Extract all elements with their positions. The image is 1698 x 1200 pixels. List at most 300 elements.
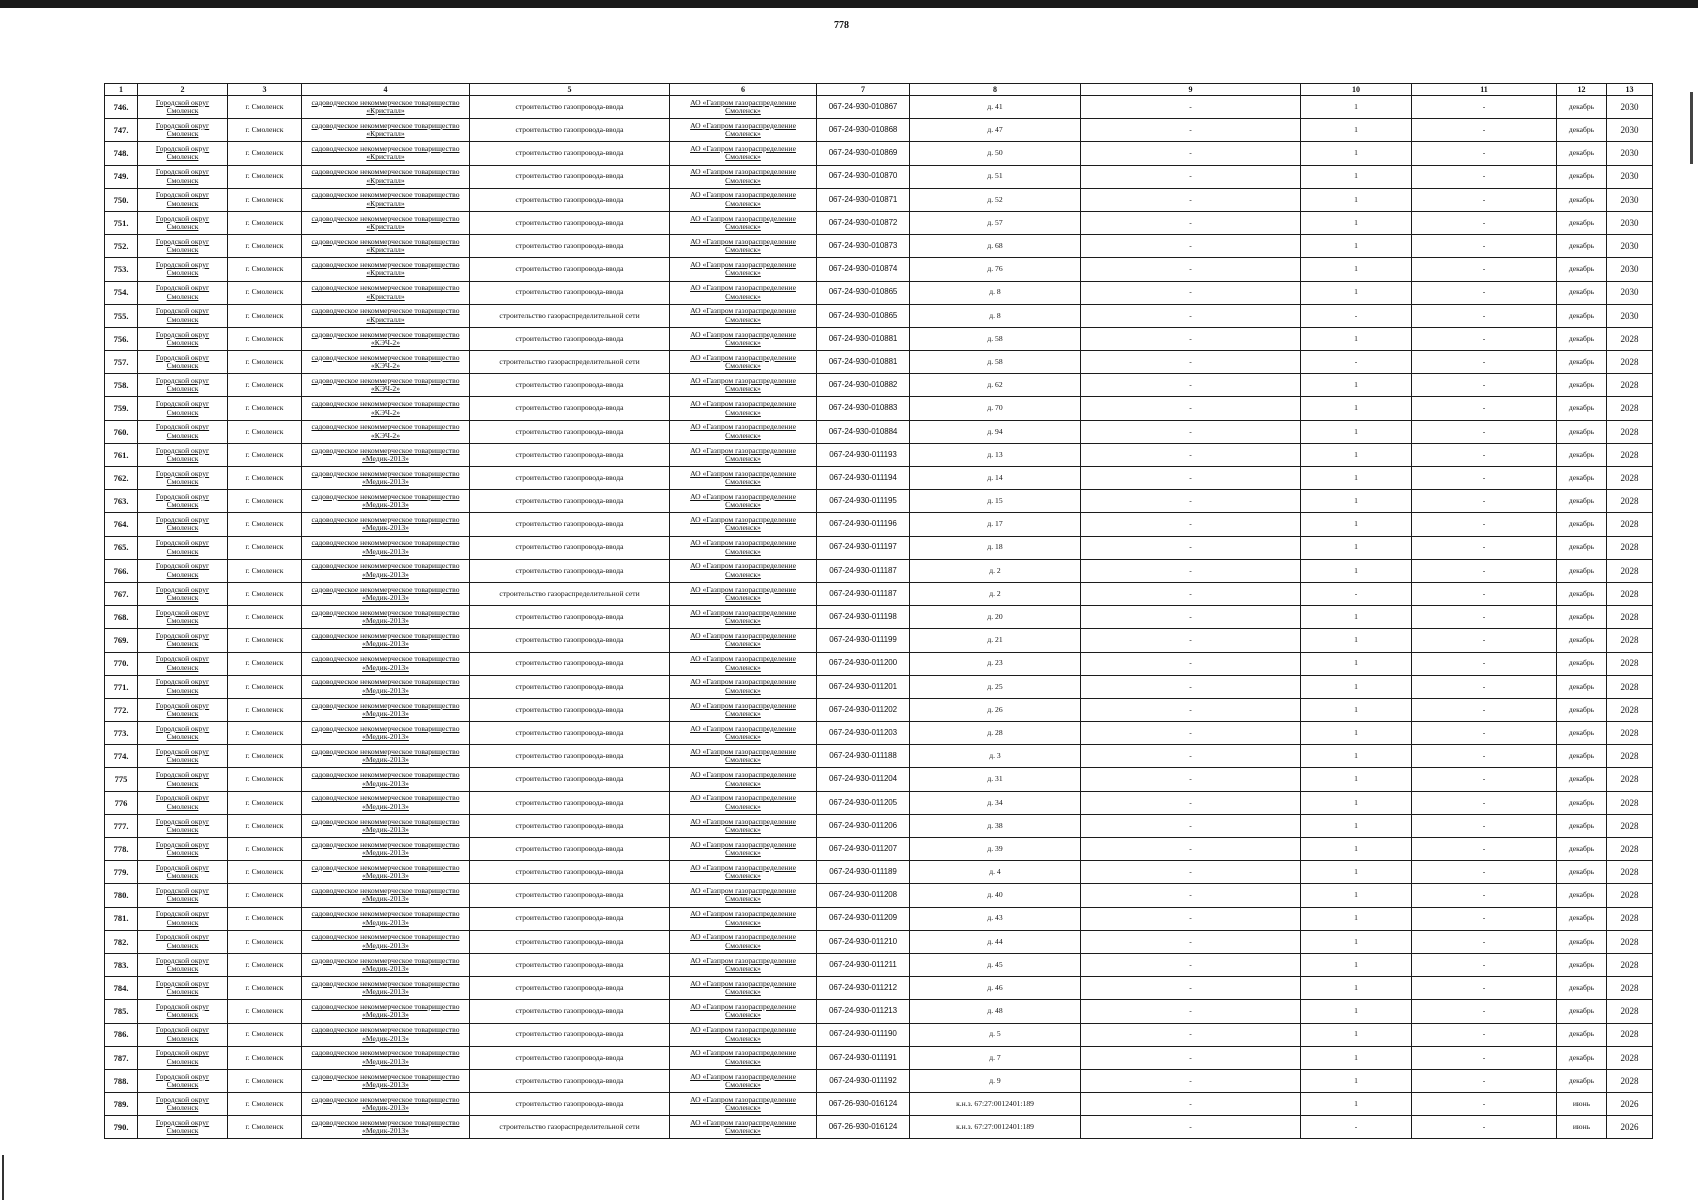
table-row	[105, 420, 1653, 443]
cell-year: 2028	[1607, 977, 1653, 1000]
cell-district: Городской округ Смоленск	[138, 884, 228, 907]
cell-org: АО «Газпром газораспределение Смоленск»	[670, 188, 817, 211]
cell-year: 2030	[1607, 96, 1653, 119]
cell-owner: садоводческое некоммерческое товарищество «Медик-2013»	[302, 722, 470, 745]
cell-year: 2028	[1607, 582, 1653, 605]
cell-addr: д. 15	[910, 490, 1081, 513]
cell-c11: -	[1412, 606, 1557, 629]
cell-n: 765.	[105, 536, 138, 559]
cell-code: 067-24-930-010865	[817, 281, 910, 304]
cell-c11: -	[1412, 96, 1557, 119]
cell-org: АО «Газпром газораспределение Смоленск»	[670, 281, 817, 304]
cell-n: 776	[105, 791, 138, 814]
cell-code: 067-24-930-010882	[817, 374, 910, 397]
cell-addr: д. 62	[910, 374, 1081, 397]
cell-addr: д. 58	[910, 327, 1081, 350]
cell-org: АО «Газпром газораспределение Смоленск»	[670, 119, 817, 142]
table-row	[105, 1116, 1653, 1139]
cell-org: АО «Газпром газораспределение Смоленск»	[670, 977, 817, 1000]
cell-org: АО «Газпром газораспределение Смоленск»	[670, 675, 817, 698]
cell-n: 761.	[105, 443, 138, 466]
cell-month: июнь	[1557, 1116, 1607, 1139]
table-row	[105, 814, 1653, 837]
cell-district: Городской округ Смоленск	[138, 907, 228, 930]
cell-work: строительство газопровода-ввода	[470, 490, 670, 513]
cell-c10: 1	[1301, 188, 1412, 211]
cell-c9: -	[1081, 374, 1301, 397]
cell-owner: садоводческое некоммерческое товарищество «Медик-2013»	[302, 861, 470, 884]
cell-city: г. Смоленск	[228, 165, 302, 188]
cell-year: 2030	[1607, 211, 1653, 234]
cell-n: 771.	[105, 675, 138, 698]
cell-work: строительство газопровода-ввода	[470, 1023, 670, 1046]
cell-c9: -	[1081, 258, 1301, 281]
cell-work: строительство газопровода-ввода	[470, 536, 670, 559]
cell-owner: садоводческое некоммерческое товарищество «Медик-2013»	[302, 791, 470, 814]
cell-n: 749.	[105, 165, 138, 188]
cell-c11: -	[1412, 791, 1557, 814]
cell-district: Городской округ Смоленск	[138, 165, 228, 188]
cell-c10: 1	[1301, 559, 1412, 582]
cell-c9: -	[1081, 443, 1301, 466]
cell-n: 788.	[105, 1069, 138, 1092]
cell-city: г. Смоленск	[228, 443, 302, 466]
cell-n: 787.	[105, 1046, 138, 1069]
cell-work: строительство газопровода-ввода	[470, 397, 670, 420]
cell-month: декабрь	[1557, 1069, 1607, 1092]
cell-org: АО «Газпром газораспределение Смоленск»	[670, 96, 817, 119]
cell-org: АО «Газпром газораспределение Смоленск»	[670, 397, 817, 420]
cell-owner: садоводческое некоммерческое товарищество «Медик-2013»	[302, 953, 470, 976]
table-row	[105, 745, 1653, 768]
table-row	[105, 142, 1653, 165]
cell-district: Городской округ Смоленск	[138, 814, 228, 837]
cell-code: 067-24-930-011187	[817, 582, 910, 605]
cell-code: 067-24-930-011206	[817, 814, 910, 837]
cell-addr: д. 39	[910, 838, 1081, 861]
cell-code: 067-26-930-016124	[817, 1093, 910, 1116]
cell-city: г. Смоленск	[228, 188, 302, 211]
cell-owner: садоводческое некоммерческое товарищество «Медик-2013»	[302, 536, 470, 559]
cell-c11: -	[1412, 374, 1557, 397]
cell-c11: -	[1412, 629, 1557, 652]
table-row	[105, 188, 1653, 211]
cell-c10: 1	[1301, 211, 1412, 234]
cell-work: строительство газораспределительной сети	[470, 1116, 670, 1139]
table-row	[105, 652, 1653, 675]
cell-c10: 1	[1301, 977, 1412, 1000]
cell-n: 778.	[105, 838, 138, 861]
cell-c11: -	[1412, 351, 1557, 374]
table-row	[105, 606, 1653, 629]
cell-c10: 1	[1301, 119, 1412, 142]
cell-c10: 1	[1301, 443, 1412, 466]
cell-c10: 1	[1301, 374, 1412, 397]
cell-org: АО «Газпром газораспределение Смоленск»	[670, 1069, 817, 1092]
cell-owner: садоводческое некоммерческое товарищество «Медик-2013»	[302, 698, 470, 721]
cell-year: 2030	[1607, 235, 1653, 258]
cell-addr: д. 57	[910, 211, 1081, 234]
cell-n: 789.	[105, 1093, 138, 1116]
cell-month: декабрь	[1557, 629, 1607, 652]
cell-district: Городской округ Смоленск	[138, 652, 228, 675]
cell-work: строительство газопровода-ввода	[470, 884, 670, 907]
cell-c9: -	[1081, 397, 1301, 420]
cell-c9: -	[1081, 1000, 1301, 1023]
scan-right-mark	[1690, 92, 1693, 164]
cell-year: 2028	[1607, 606, 1653, 629]
cell-district: Городской округ Смоленск	[138, 1093, 228, 1116]
cell-city: г. Смоленск	[228, 606, 302, 629]
cell-c11: -	[1412, 536, 1557, 559]
table-row	[105, 165, 1653, 188]
cell-owner: садоводческое некоммерческое товарищество «Медик-2013»	[302, 1023, 470, 1046]
cell-owner: садоводческое некоммерческое товарищество «Кристалл»	[302, 142, 470, 165]
cell-district: Городской округ Смоленск	[138, 188, 228, 211]
cell-addr: д. 25	[910, 675, 1081, 698]
cell-year: 2030	[1607, 304, 1653, 327]
cell-addr: д. 51	[910, 165, 1081, 188]
cell-owner: садоводческое некоммерческое товарищество «Медик-2013»	[302, 513, 470, 536]
cell-work: строительство газопровода-ввода	[470, 977, 670, 1000]
cell-city: г. Смоленск	[228, 745, 302, 768]
table-row	[105, 1046, 1653, 1069]
cell-work: строительство газопровода-ввода	[470, 165, 670, 188]
cell-owner: садоводческое некоммерческое товарищество «КЭЧ-2»	[302, 327, 470, 350]
cell-district: Городской округ Смоленск	[138, 698, 228, 721]
cell-work: строительство газопровода-ввода	[470, 629, 670, 652]
cell-code: 067-24-930-011188	[817, 745, 910, 768]
cell-addr: к.н.з. 67:27:0012401:189	[910, 1093, 1081, 1116]
cell-addr: д. 3	[910, 745, 1081, 768]
cell-c9: -	[1081, 745, 1301, 768]
cell-city: г. Смоленск	[228, 1023, 302, 1046]
cell-district: Городской округ Смоленск	[138, 235, 228, 258]
cell-month: декабрь	[1557, 96, 1607, 119]
cell-c11: -	[1412, 1069, 1557, 1092]
cell-year: 2028	[1607, 513, 1653, 536]
cell-work: строительство газопровода-ввода	[470, 1046, 670, 1069]
cell-code: 067-24-930-011191	[817, 1046, 910, 1069]
cell-c10: 1	[1301, 1069, 1412, 1092]
cell-city: г. Смоленск	[228, 119, 302, 142]
cell-c10: 1	[1301, 165, 1412, 188]
cell-owner: садоводческое некоммерческое товарищество «Медик-2013»	[302, 1069, 470, 1092]
cell-n: 747.	[105, 119, 138, 142]
cell-org: АО «Газпром газораспределение Смоленск»	[670, 235, 817, 258]
cell-code: 067-24-930-010881	[817, 351, 910, 374]
cell-city: г. Смоленск	[228, 211, 302, 234]
cell-n: 770.	[105, 652, 138, 675]
cell-month: декабрь	[1557, 374, 1607, 397]
cell-code: 067-24-930-011209	[817, 907, 910, 930]
cell-addr: д. 17	[910, 513, 1081, 536]
cell-city: г. Смоленск	[228, 1069, 302, 1092]
cell-year: 2026	[1607, 1116, 1653, 1139]
column-number-row	[105, 84, 1653, 96]
cell-addr: д. 68	[910, 235, 1081, 258]
cell-work: строительство газопровода-ввода	[470, 559, 670, 582]
cell-c11: -	[1412, 142, 1557, 165]
cell-addr: д. 46	[910, 977, 1081, 1000]
cell-month: декабрь	[1557, 188, 1607, 211]
cell-org: АО «Газпром газораспределение Смоленск»	[670, 559, 817, 582]
cell-district: Городской округ Смоленск	[138, 443, 228, 466]
cell-n: 753.	[105, 258, 138, 281]
cell-year: 2028	[1607, 814, 1653, 837]
cell-city: г. Смоленск	[228, 142, 302, 165]
cell-addr: д. 48	[910, 1000, 1081, 1023]
cell-org: АО «Газпром газораспределение Смоленск»	[670, 443, 817, 466]
cell-work: строительство газопровода-ввода	[470, 258, 670, 281]
cell-owner: садоводческое некоммерческое товарищество «Медик-2013»	[302, 884, 470, 907]
cell-c11: -	[1412, 722, 1557, 745]
cell-c10: 1	[1301, 629, 1412, 652]
cell-n: 755.	[105, 304, 138, 327]
register-table	[104, 83, 1653, 1139]
cell-month: декабрь	[1557, 536, 1607, 559]
cell-city: г. Смоленск	[228, 513, 302, 536]
cell-c11: -	[1412, 304, 1557, 327]
cell-code: 067-24-930-011201	[817, 675, 910, 698]
cell-district: Городской округ Смоленск	[138, 536, 228, 559]
cell-n: 752.	[105, 235, 138, 258]
column-header-13: 13	[1607, 84, 1653, 96]
cell-owner: садоводческое некоммерческое товарищество «Медик-2013»	[302, 606, 470, 629]
cell-c11: -	[1412, 443, 1557, 466]
cell-month: декабрь	[1557, 698, 1607, 721]
table-row	[105, 327, 1653, 350]
cell-district: Городской округ Смоленск	[138, 211, 228, 234]
cell-work: строительство газопровода-ввода	[470, 374, 670, 397]
cell-c10: 1	[1301, 838, 1412, 861]
cell-code: 067-24-930-011208	[817, 884, 910, 907]
cell-district: Городской округ Смоленск	[138, 513, 228, 536]
cell-c9: -	[1081, 165, 1301, 188]
cell-district: Городской округ Смоленск	[138, 1046, 228, 1069]
cell-c9: -	[1081, 814, 1301, 837]
cell-code: 067-24-930-010869	[817, 142, 910, 165]
cell-year: 2028	[1607, 1023, 1653, 1046]
cell-org: АО «Газпром газораспределение Смоленск»	[670, 1046, 817, 1069]
cell-n: 781.	[105, 907, 138, 930]
cell-c11: -	[1412, 1116, 1557, 1139]
cell-month: декабрь	[1557, 142, 1607, 165]
cell-c10: 1	[1301, 281, 1412, 304]
cell-city: г. Смоленск	[228, 814, 302, 837]
table-row	[105, 1093, 1653, 1116]
table-row	[105, 953, 1653, 976]
cell-org: АО «Газпром газораспределение Смоленск»	[670, 582, 817, 605]
cell-c10: 1	[1301, 907, 1412, 930]
cell-work: строительство газопровода-ввода	[470, 420, 670, 443]
cell-n: 760.	[105, 420, 138, 443]
cell-addr: к.н.з. 67:27:0012401:189	[910, 1116, 1081, 1139]
cell-n: 773.	[105, 722, 138, 745]
cell-c11: -	[1412, 119, 1557, 142]
cell-district: Городской округ Смоленск	[138, 1000, 228, 1023]
cell-c11: -	[1412, 1046, 1557, 1069]
cell-code: 067-24-930-011212	[817, 977, 910, 1000]
cell-c11: -	[1412, 188, 1557, 211]
cell-month: декабрь	[1557, 768, 1607, 791]
cell-owner: садоводческое некоммерческое товарищество «Медик-2013»	[302, 652, 470, 675]
cell-c9: -	[1081, 629, 1301, 652]
cell-city: г. Смоленск	[228, 258, 302, 281]
cell-code: 067-24-930-011195	[817, 490, 910, 513]
cell-year: 2028	[1607, 1000, 1653, 1023]
cell-month: декабрь	[1557, 420, 1607, 443]
cell-owner: садоводческое некоммерческое товарищество «КЭЧ-2»	[302, 397, 470, 420]
cell-c9: -	[1081, 119, 1301, 142]
cell-addr: д. 26	[910, 698, 1081, 721]
cell-c9: -	[1081, 698, 1301, 721]
cell-addr: д. 4	[910, 861, 1081, 884]
cell-n: 763.	[105, 490, 138, 513]
cell-c10: 1	[1301, 1023, 1412, 1046]
cell-c9: -	[1081, 722, 1301, 745]
cell-org: АО «Газпром газораспределение Смоленск»	[670, 304, 817, 327]
cell-c9: -	[1081, 559, 1301, 582]
cell-c11: -	[1412, 1023, 1557, 1046]
cell-c9: -	[1081, 884, 1301, 907]
cell-n: 766.	[105, 559, 138, 582]
cell-owner: садоводческое некоммерческое товарищество «Медик-2013»	[302, 907, 470, 930]
cell-c9: -	[1081, 420, 1301, 443]
cell-month: декабрь	[1557, 814, 1607, 837]
cell-work: строительство газопровода-ввода	[470, 281, 670, 304]
cell-addr: д. 8	[910, 304, 1081, 327]
cell-code: 067-24-930-010874	[817, 258, 910, 281]
cell-n: 777.	[105, 814, 138, 837]
cell-city: г. Смоленск	[228, 907, 302, 930]
table-row	[105, 235, 1653, 258]
cell-owner: садоводческое некоммерческое товарищество «Медик-2013»	[302, 490, 470, 513]
cell-c11: -	[1412, 977, 1557, 1000]
cell-owner: садоводческое некоммерческое товарищество «Медик-2013»	[302, 745, 470, 768]
cell-code: 067-24-930-010873	[817, 235, 910, 258]
cell-owner: садоводческое некоммерческое товарищество «Медик-2013»	[302, 675, 470, 698]
cell-addr: д. 8	[910, 281, 1081, 304]
cell-c11: -	[1412, 582, 1557, 605]
cell-city: г. Смоленск	[228, 1000, 302, 1023]
cell-n: 759.	[105, 397, 138, 420]
column-header-4: 4	[302, 84, 470, 96]
cell-month: декабрь	[1557, 165, 1607, 188]
cell-owner: садоводческое некоммерческое товарищество «Медик-2013»	[302, 930, 470, 953]
cell-code: 067-24-930-011203	[817, 722, 910, 745]
cell-c9: -	[1081, 861, 1301, 884]
cell-year: 2028	[1607, 884, 1653, 907]
table-row	[105, 397, 1653, 420]
cell-c11: -	[1412, 513, 1557, 536]
cell-addr: д. 2	[910, 582, 1081, 605]
cell-code: 067-24-930-010868	[817, 119, 910, 142]
cell-district: Городской округ Смоленск	[138, 96, 228, 119]
cell-c11: -	[1412, 838, 1557, 861]
cell-month: июнь	[1557, 1093, 1607, 1116]
cell-org: АО «Газпром газораспределение Смоленск»	[670, 467, 817, 490]
cell-c9: -	[1081, 1046, 1301, 1069]
cell-addr: д. 44	[910, 930, 1081, 953]
cell-owner: садоводческое некоммерческое товарищество «Кристалл»	[302, 211, 470, 234]
cell-district: Городской округ Смоленск	[138, 1069, 228, 1092]
cell-addr: д. 41	[910, 96, 1081, 119]
cell-n: 769.	[105, 629, 138, 652]
cell-c9: -	[1081, 327, 1301, 350]
cell-addr: д. 94	[910, 420, 1081, 443]
cell-c9: -	[1081, 467, 1301, 490]
table-row	[105, 467, 1653, 490]
cell-owner: садоводческое некоммерческое товарищество «Кристалл»	[302, 165, 470, 188]
cell-month: декабрь	[1557, 907, 1607, 930]
cell-n: 764.	[105, 513, 138, 536]
cell-c10: -	[1301, 351, 1412, 374]
cell-c10: 1	[1301, 1000, 1412, 1023]
table-row	[105, 977, 1653, 1000]
table-row	[105, 443, 1653, 466]
cell-c9: -	[1081, 953, 1301, 976]
cell-n: 780.	[105, 884, 138, 907]
page-number: 778	[834, 20, 849, 31]
cell-org: АО «Газпром газораспределение Смоленск»	[670, 258, 817, 281]
cell-code: 067-24-930-010867	[817, 96, 910, 119]
cell-city: г. Смоленск	[228, 281, 302, 304]
cell-c9: -	[1081, 582, 1301, 605]
cell-code: 067-24-930-010872	[817, 211, 910, 234]
cell-c10: 1	[1301, 327, 1412, 350]
cell-month: декабрь	[1557, 722, 1607, 745]
cell-c11: -	[1412, 490, 1557, 513]
cell-org: АО «Газпром газораспределение Смоленск»	[670, 791, 817, 814]
cell-addr: д. 47	[910, 119, 1081, 142]
cell-c11: -	[1412, 698, 1557, 721]
cell-work: строительство газопровода-ввода	[470, 953, 670, 976]
cell-month: декабрь	[1557, 211, 1607, 234]
cell-c10: 1	[1301, 698, 1412, 721]
cell-month: декабрь	[1557, 1046, 1607, 1069]
cell-c9: -	[1081, 235, 1301, 258]
cell-month: декабрь	[1557, 258, 1607, 281]
cell-code: 067-26-930-016124	[817, 1116, 910, 1139]
cell-c9: -	[1081, 513, 1301, 536]
cell-month: декабрь	[1557, 281, 1607, 304]
cell-city: г. Смоленск	[228, 652, 302, 675]
cell-c9: -	[1081, 768, 1301, 791]
cell-city: г. Смоленск	[228, 791, 302, 814]
cell-year: 2028	[1607, 374, 1653, 397]
cell-work: строительство газопровода-ввода	[470, 142, 670, 165]
cell-c10: 1	[1301, 513, 1412, 536]
cell-year: 2028	[1607, 953, 1653, 976]
cell-code: 067-24-930-011200	[817, 652, 910, 675]
cell-year: 2028	[1607, 675, 1653, 698]
cell-district: Городской округ Смоленск	[138, 745, 228, 768]
cell-district: Городской округ Смоленск	[138, 258, 228, 281]
cell-month: декабрь	[1557, 490, 1607, 513]
cell-district: Городской округ Смоленск	[138, 791, 228, 814]
cell-c9: -	[1081, 791, 1301, 814]
cell-c9: -	[1081, 304, 1301, 327]
cell-org: АО «Газпром газораспределение Смоленск»	[670, 1023, 817, 1046]
table-row	[105, 582, 1653, 605]
cell-addr: д. 58	[910, 351, 1081, 374]
cell-org: АО «Газпром газораспределение Смоленск»	[670, 907, 817, 930]
cell-work: строительство газопровода-ввода	[470, 467, 670, 490]
cell-n: 775	[105, 768, 138, 791]
cell-n: 782.	[105, 930, 138, 953]
cell-city: г. Смоленск	[228, 838, 302, 861]
